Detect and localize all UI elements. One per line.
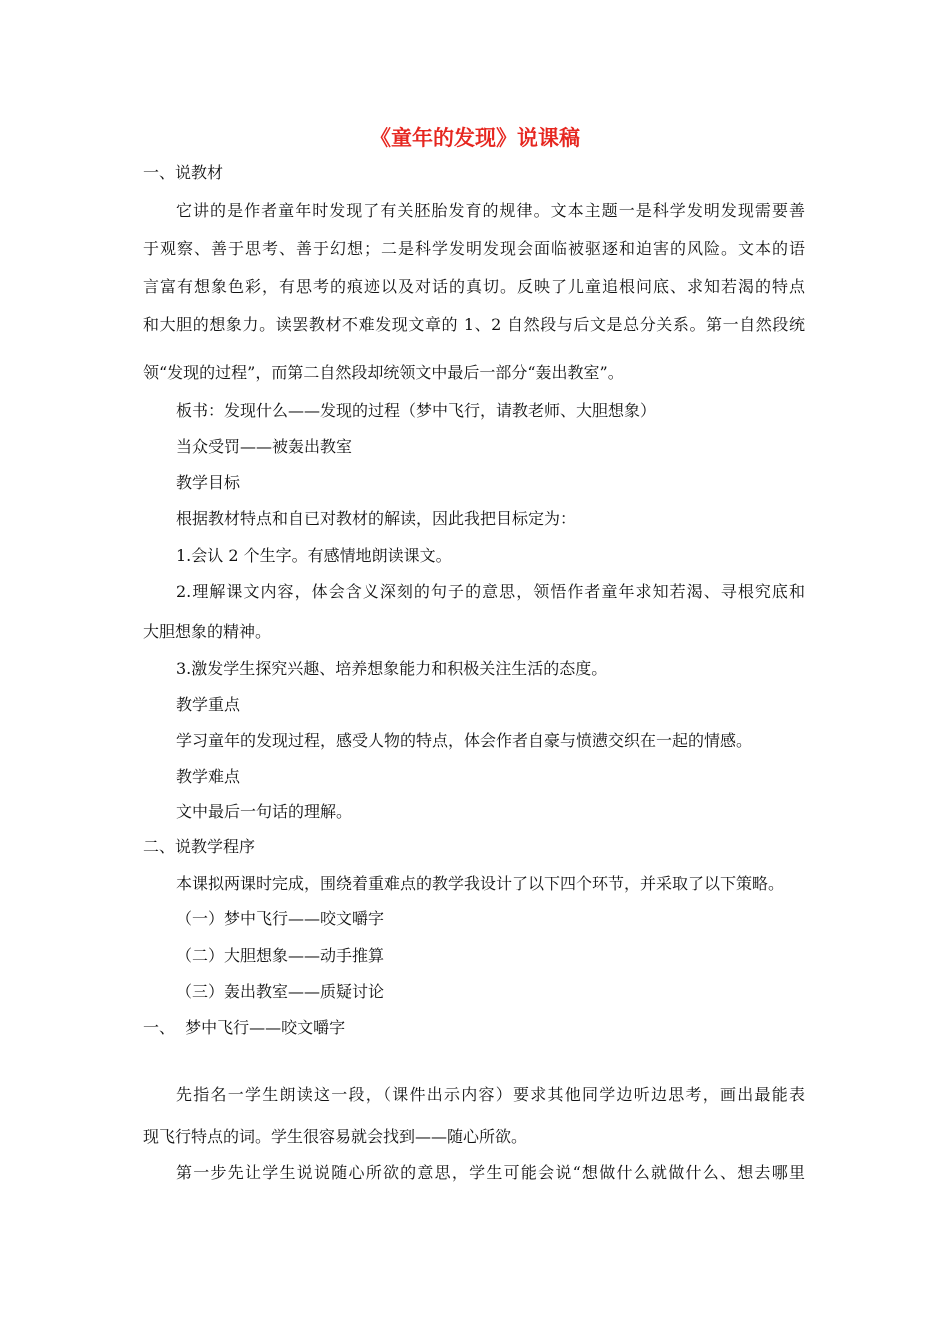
paragraph-line: 于观察、善于思考、善于幻想；二是科学发明发现会面临被驱逐和迫害的风险。文本的语 xyxy=(143,239,805,258)
paragraph-line: 板书：发现什么——发现的过程（梦中飞行，请教老师、大胆想象） xyxy=(176,401,657,420)
paragraph-line: 文中最后一句话的理解。 xyxy=(176,802,353,821)
paragraph-line: 根据教材特点和自已对教材的解读，因此我把目标定为： xyxy=(176,509,577,528)
paragraph-line: 先指名一学生朗读这一段，（课件出示内容）要求其他同学边听边思考，画出最能表 xyxy=(176,1085,805,1104)
section-heading: 一、说教材 xyxy=(143,163,224,182)
paragraph-line: 当众受罚——被轰出教室 xyxy=(176,437,353,456)
subheading: 教学目标 xyxy=(176,473,241,492)
section-heading: 二、说教学程序 xyxy=(143,837,256,856)
paragraph-line: 现飞行特点的词。学生很容易就会找到——随心所欲。 xyxy=(143,1127,528,1146)
paragraph-line: 第一步先让学生说说随心所欲的意思，学生可能会说“想做什么就做什么、想去哪里 xyxy=(176,1163,805,1182)
paragraph-line: 大胆想象的精神。 xyxy=(143,622,272,641)
list-item: 1.会认 2 个生字。有感情地朗读课文。 xyxy=(176,546,452,565)
subheading: 教学重点 xyxy=(176,695,241,714)
paragraph-line: 学习童年的发现过程，感受人物的特点，体会作者自豪与愤懑交织在一起的情感。 xyxy=(176,731,753,750)
paragraph-line: 领“发现的过程”，而第二自然段却统领文中最后一部分“轰出教室”。 xyxy=(143,363,624,382)
document-title: 《童年的发现》说课稿 xyxy=(370,126,580,150)
section-heading: 一、 梦中飞行——咬文嚼字 xyxy=(143,1018,346,1037)
list-item: （二）大胆想象——动手推算 xyxy=(176,946,385,965)
paragraph-line: 本课拟两课时完成，围绕着重难点的教学我设计了以下四个环节，并采取了以下策略。 xyxy=(176,874,785,893)
paragraph-line: 言富有想象色彩，有思考的痕迹以及对话的真切。反映了儿童追根问底、求知若渴的特点 xyxy=(143,277,805,296)
subheading: 教学难点 xyxy=(176,767,241,786)
paragraph-line: 它讲的是作者童年时发现了有关胚胎发育的规律。文本主题一是科学发明发现需要善 xyxy=(176,201,805,220)
list-item: 3.激发学生探究兴趣、培养想象能力和积极关注生活的态度。 xyxy=(176,659,608,678)
paragraph-line: 和大胆的想象力。读罢教材不难发现文章的 1、2 自然段与后文是总分关系。第一自然段统 xyxy=(143,315,805,334)
list-item: （一）梦中飞行——咬文嚼字 xyxy=(176,909,385,928)
list-item: 2.理解课文内容，体会含义深刻的句子的意思，领悟作者童年求知若渴、寻根究底和 xyxy=(176,582,805,601)
list-item: （三）轰出教室——质疑讨论 xyxy=(176,982,385,1001)
